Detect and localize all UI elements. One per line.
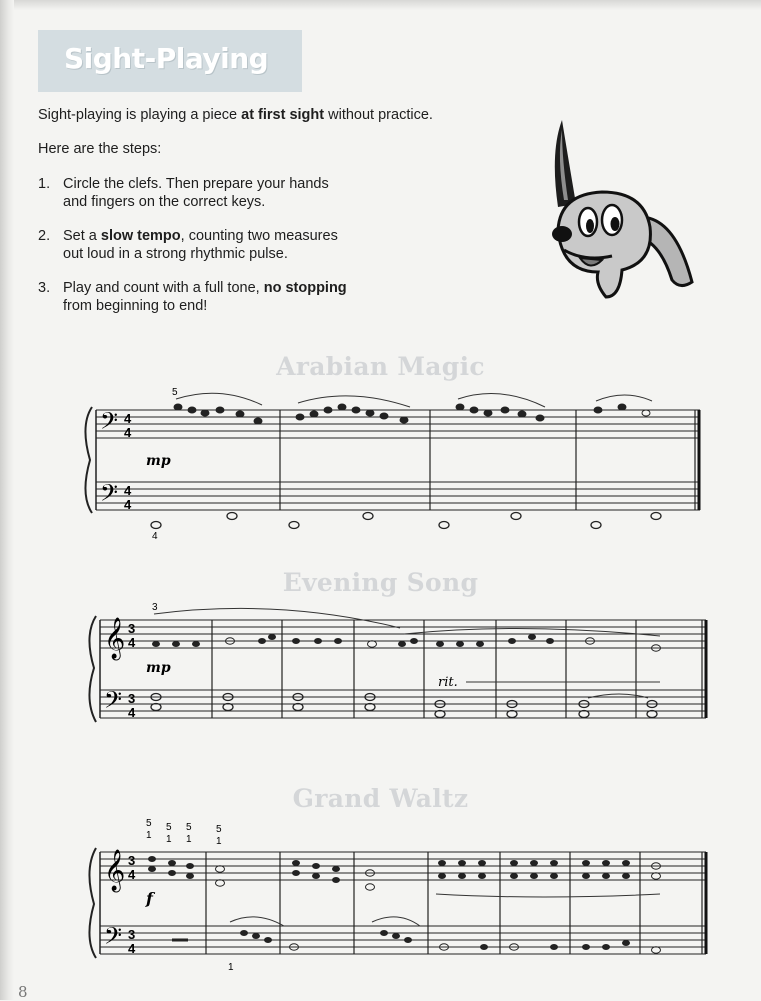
time-signature-bottom: 4: [124, 497, 132, 512]
dynamic-marking: mp: [146, 453, 171, 469]
time-signature-bottom: 4: [128, 635, 136, 650]
intro-text-1: Sight-playing is playing a piece: [38, 107, 242, 123]
page-title: Sight-Playing: [64, 42, 269, 75]
slurs: [154, 608, 660, 698]
fingering: 5: [216, 824, 222, 835]
slurs: [230, 894, 660, 926]
staff-lines-lower: [100, 926, 706, 954]
intro-paragraph: [38, 106, 433, 124]
step-text: Set a: [63, 228, 101, 244]
barlines: [206, 852, 702, 954]
upper-notes: [174, 404, 650, 424]
lower-notes: [151, 513, 661, 529]
treble-clef-icon: 𝄞: [104, 850, 126, 891]
fingering: 3: [152, 602, 158, 613]
score-arabian-magic: [0, 385, 761, 545]
fingering: 1: [186, 834, 192, 845]
tempo-marking: rit.: [438, 675, 458, 690]
step-text: , counting two measures: [180, 228, 338, 244]
barlines: [212, 620, 702, 718]
bass-clef-icon: 𝄢: [100, 479, 119, 512]
step-bold: no stopping: [263, 280, 347, 296]
fingering: 5: [172, 387, 178, 398]
time-signature-bottom: 4: [128, 867, 136, 882]
fingering: 5: [166, 822, 172, 833]
piece-title-grand-waltz: Grand Waltz: [292, 784, 469, 813]
bass-clef-icon: 𝄢: [104, 686, 123, 719]
intro-text-2: without practice.: [324, 107, 433, 123]
step-number: 3.: [38, 280, 51, 296]
fingering: 1: [166, 834, 172, 845]
step-text: Circle the clefs. Then prepare your hands: [63, 176, 329, 192]
grand-staff-brace: [89, 848, 96, 958]
time-signature-top: 3: [128, 853, 136, 868]
time-signature-bottom: 4: [128, 941, 136, 956]
fingering: 5: [186, 822, 192, 833]
barlines: [280, 410, 695, 510]
fingering: 1: [228, 962, 234, 973]
piece-title-arabian-magic: Arabian Magic: [276, 352, 485, 381]
fingering: 4: [152, 531, 158, 542]
dynamic-marking: f: [146, 889, 153, 908]
bass-clef-icon: 𝄢: [104, 922, 123, 955]
step-number: 1.: [38, 176, 51, 192]
steps-heading: Here are the steps:: [38, 141, 162, 157]
fingering: 1: [216, 836, 222, 847]
step-bold: slow tempo: [100, 228, 181, 244]
fingering: 5: [146, 818, 152, 829]
treble-clef-icon: 𝄞: [104, 618, 126, 659]
intro-bold: at first sight: [241, 107, 325, 123]
time-signature-top: 3: [128, 691, 136, 706]
grand-staff-brace: [89, 616, 96, 722]
dynamic-marking: mp: [146, 660, 171, 676]
time-signature-bottom: 4: [124, 425, 132, 440]
step-text: Play and count with a full tone,: [63, 280, 264, 296]
step-text: from beginning to end!: [63, 298, 208, 314]
time-signature-top: 4: [124, 483, 132, 498]
piece-title-evening-song: Evening Song: [282, 568, 479, 597]
step-number: 2.: [38, 228, 51, 244]
fingering: 1: [146, 830, 152, 841]
cartoon-dog-icon: [540, 112, 700, 302]
step-text: and fingers on the correct keys.: [63, 194, 266, 210]
time-signature-top: 3: [128, 927, 136, 942]
page-number: 8: [18, 983, 28, 1001]
staff-lines-upper: [96, 410, 700, 438]
score-grand-waltz: [0, 814, 761, 974]
upper-notes: [152, 634, 661, 651]
time-signature-top: 3: [128, 621, 136, 636]
score-evening-song: [0, 600, 761, 740]
grand-staff-brace: [85, 407, 92, 513]
bass-clef-icon: 𝄢: [100, 407, 119, 440]
staff-lines-lower: [96, 482, 700, 510]
time-signature-bottom: 4: [128, 705, 136, 720]
slurs: [176, 393, 652, 407]
time-signature-top: 4: [124, 411, 132, 426]
page-edge-top: [0, 0, 761, 10]
step-text: out loud in a strong rhythmic pulse.: [63, 246, 288, 262]
